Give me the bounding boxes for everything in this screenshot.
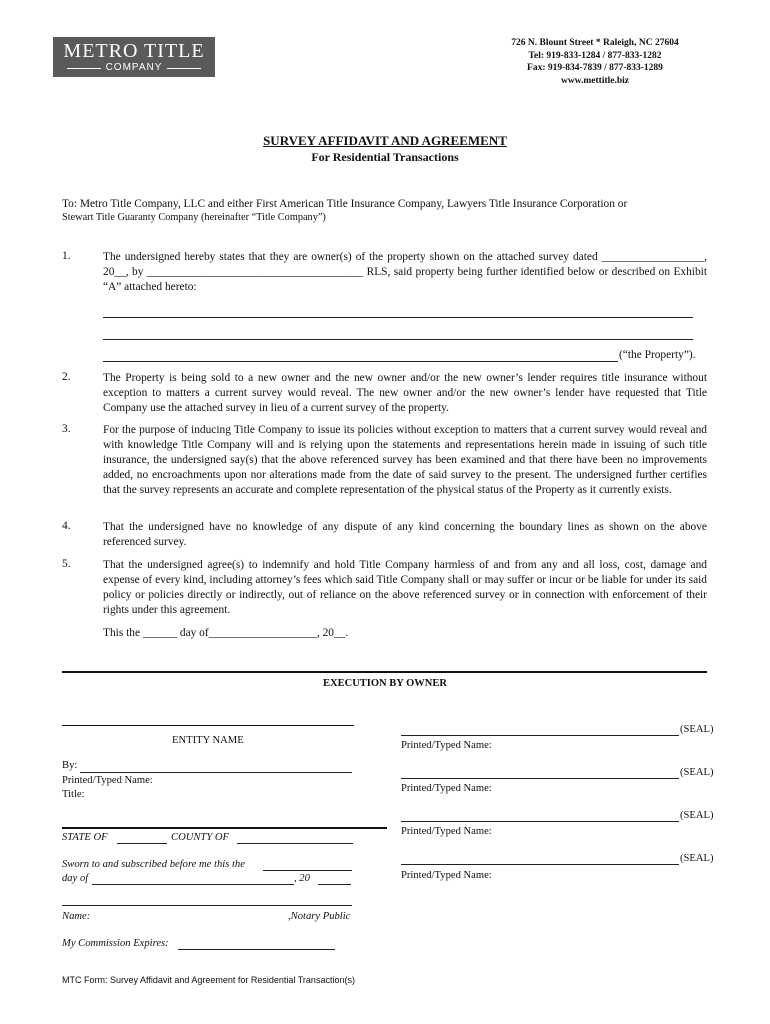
twenty-label: , 20 xyxy=(294,873,310,884)
form-footer: MTC Form: Survey Affidavit and Agreement for Residential Transaction(s) xyxy=(62,975,355,985)
to-line-1: To: Metro Title Company, LLC and either First American Title Insurance Company, Lawyers Title Insurance Corporation or xyxy=(62,198,628,210)
printed-name-label: Printed/Typed Name: xyxy=(401,740,492,751)
to-line-2: Stewart Title Guaranty Company (hereinafter “Title Company”) xyxy=(62,212,326,223)
commission-line[interactable] xyxy=(178,949,335,950)
seal-label: (SEAL) xyxy=(680,810,714,821)
title-label: Title: xyxy=(62,789,85,800)
day-of-line[interactable] xyxy=(92,884,294,885)
owner-signature-line-4[interactable] xyxy=(401,864,679,865)
execution-heading: EXECUTION BY OWNER xyxy=(323,678,447,689)
description-line-2 xyxy=(103,339,693,340)
printed-name-label: Printed/Typed Name: xyxy=(401,870,492,881)
notary-signature-line[interactable] xyxy=(62,905,352,906)
website: www.mettitle.biz xyxy=(560,75,630,86)
section-number: 2. xyxy=(62,371,71,383)
sworn-day-line[interactable] xyxy=(263,870,352,871)
logo-subtext: COMPANY xyxy=(105,62,163,73)
fax: Fax: 919-834-7839 / 877-833-1289 xyxy=(527,63,663,73)
entity-name-label: ENTITY NAME xyxy=(172,735,244,746)
document-subtitle: For Residential Transactions xyxy=(311,150,459,164)
metro-title-logo xyxy=(53,37,215,77)
section-5-text: That the undersigned agree(s) to indemnify and hold Title Company harmless of and from any and all loss, cost, damage and expense of every kind, including attorney’s fees which said Title Company shall or may suffer or incur or be liable for under its said policy or policies directly or indirectly, out of reliance on the above referenced survey or in connection with enforcement of their rights under this agreement. xyxy=(103,559,707,616)
printed-name-label: Printed/Typed Name: xyxy=(401,826,492,837)
entity-name-line[interactable] xyxy=(62,725,354,726)
sworn-label: Sworn to and subscribed before me this the xyxy=(62,859,245,870)
commission-label: My Commission Expires: xyxy=(62,938,169,949)
by-signature-line[interactable] xyxy=(80,772,352,773)
by-label: By: xyxy=(62,760,78,771)
owner-signature-line-3[interactable] xyxy=(401,821,679,822)
seal-label: (SEAL) xyxy=(680,724,714,735)
section-number: 5. xyxy=(62,558,71,570)
state-line[interactable] xyxy=(117,843,167,844)
seal-label: (SEAL) xyxy=(680,853,714,864)
county-line[interactable] xyxy=(237,843,353,844)
execution-rule xyxy=(62,671,707,673)
section-1-text: The undersigned hereby states that they are owner(s) of the property shown on the attached survey dated __________________, 20__, by ______________________________________ RLS, said property being further identified below or described on Exhibit “A” attached hereto: xyxy=(103,251,707,293)
telephone: Tel: 919-833-1284 / 877-833-1282 xyxy=(528,50,662,61)
printed-name-label: Printed/Typed Name: xyxy=(401,783,492,794)
description-line-1 xyxy=(103,317,693,318)
printed-name-label: Printed/Typed Name: xyxy=(62,775,153,786)
section-2-text: The Property is being sold to a new owner and the new owner and/or the new owner’s lender requires title insurance without exception to matters a current survey would reveal. The new owner and/or the new owner’s lender have requested that Title Company use the attached survey in lieu of a current survey of the property. xyxy=(103,372,707,414)
seal-label: (SEAL) xyxy=(680,767,714,778)
section-number: 1. xyxy=(62,250,71,262)
description-line-3 xyxy=(103,361,618,362)
section-3-text: For the purpose of inducing Title Company to issue its policies without exception to matters that a current survey would reveal and with knowledge Title Company will and is relying upon the statements and representations herein made in issuing of such title insurance, the undersigned say(s) that the above referenced survey has been examined and that there have been no improvements added, no encroachments upon nor alterations made from the date of said survey to the present. The undersigned further certifies that the survey represents an accurate and complete representation of the physical status of the Property as it currently exists. xyxy=(103,424,707,496)
this-the-date-line: This the ______ day of___________________, 20__. xyxy=(103,627,349,639)
name-label: Name: xyxy=(62,911,91,922)
state-of-label: STATE OF xyxy=(62,832,108,843)
county-of-label: COUNTY OF xyxy=(171,832,229,843)
owner-signature-line-1[interactable] xyxy=(401,735,679,736)
section-4-text: That the undersigned have no knowledge of any dispute of any kind concerning the boundary lines as shown on the above referenced survey. xyxy=(103,521,707,548)
owner-signature-line-2[interactable] xyxy=(401,778,679,779)
notary-public-label: ,Notary Public xyxy=(288,911,351,922)
contact-info xyxy=(470,37,720,87)
section-number: 3. xyxy=(62,423,71,435)
day-of-label: day of xyxy=(62,873,89,884)
address: 726 N. Blount Street * Raleigh, NC 27604 xyxy=(511,38,679,48)
section-number: 4. xyxy=(62,520,71,532)
the-property-label: (“the Property”). xyxy=(619,349,696,361)
notary-rule xyxy=(62,827,387,829)
document-title: SURVEY AFFIDAVIT AND AGREEMENT xyxy=(263,133,507,148)
year-line[interactable] xyxy=(318,884,351,885)
logo-wordmark: METRO TITLE xyxy=(63,40,205,62)
